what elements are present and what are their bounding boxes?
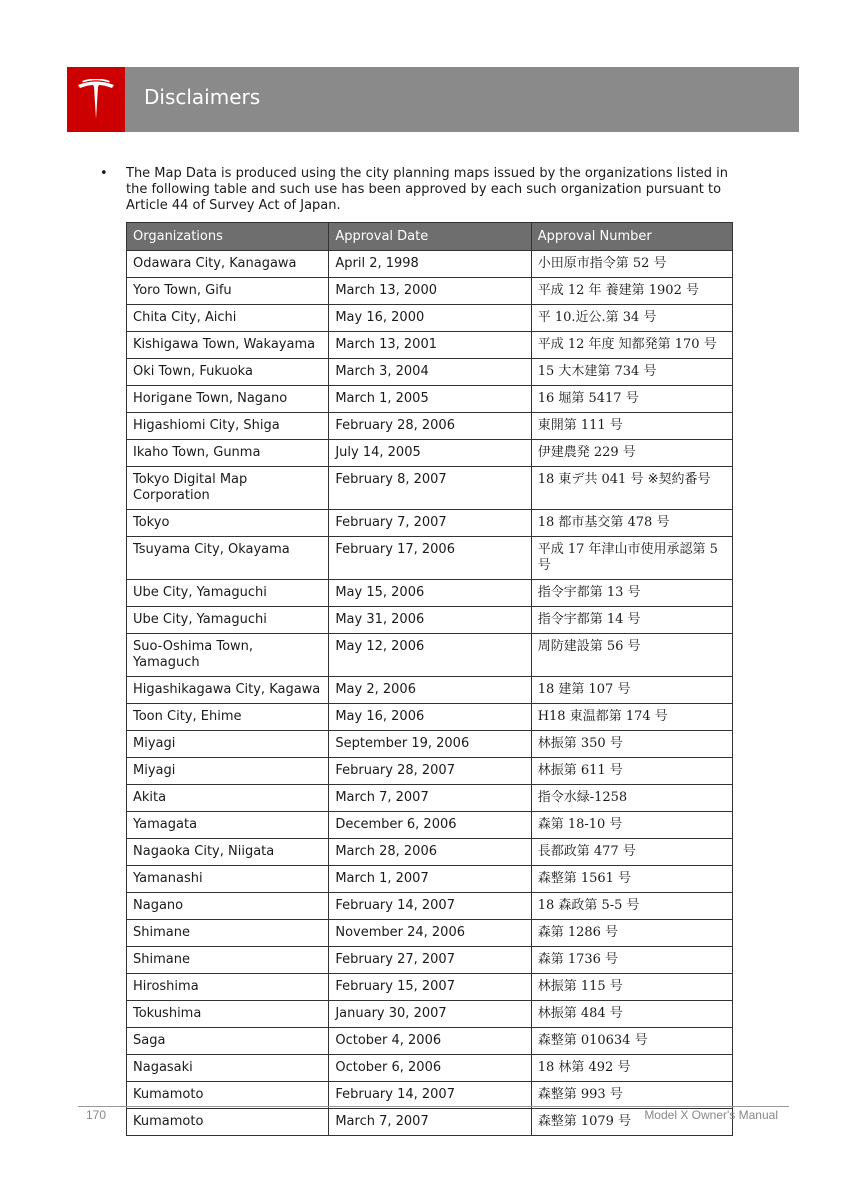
cell-organization: Kishigawa Town, Wakayama <box>127 332 329 359</box>
section-header <box>67 67 799 132</box>
cell-approval-number: 林振第 350 号 <box>531 731 732 758</box>
table-row <box>127 704 733 731</box>
cell-approval-number: 18 建第 107 号 <box>531 677 732 704</box>
table-row <box>127 893 733 920</box>
cell-approval-number: H18 東温都第 174 号 <box>531 704 732 731</box>
cell-approval-date: May 31, 2006 <box>329 607 531 634</box>
cell-approval-number: 伊建農発 229 号 <box>531 440 732 467</box>
cell-approval-date: January 30, 2007 <box>329 1001 531 1028</box>
cell-approval-date: March 3, 2004 <box>329 359 531 386</box>
cell-approval-date: July 14, 2005 <box>329 440 531 467</box>
table-row <box>127 305 733 332</box>
approvals-table <box>126 222 733 1136</box>
cell-organization: Horigane Town, Nagano <box>127 386 329 413</box>
cell-approval-date: April 2, 1998 <box>329 251 531 278</box>
table-row <box>127 731 733 758</box>
cell-organization: Miyagi <box>127 731 329 758</box>
cell-approval-number: 平成 17 年津山市使用承認第 5 号 <box>531 537 732 580</box>
cell-approval-number: 林振第 115 号 <box>531 974 732 1001</box>
table-row <box>127 785 733 812</box>
cell-approval-date: November 24, 2006 <box>329 920 531 947</box>
table-row <box>127 580 733 607</box>
cell-approval-date: October 4, 2006 <box>329 1028 531 1055</box>
cell-organization: Shimane <box>127 920 329 947</box>
table-row <box>127 440 733 467</box>
cell-approval-number: 指令宇都第 13 号 <box>531 580 732 607</box>
cell-organization: Tokyo Digital Map Corporation <box>127 467 329 510</box>
table-row <box>127 1082 733 1109</box>
header-organizations: Organizations <box>127 223 329 251</box>
table-row <box>127 607 733 634</box>
table-header-row <box>127 223 733 251</box>
cell-approval-date: October 6, 2006 <box>329 1055 531 1082</box>
cell-approval-number: 森第 1286 号 <box>531 920 732 947</box>
cell-organization: Suo-Oshima Town, Yamaguch <box>127 634 329 677</box>
cell-organization: Tokushima <box>127 1001 329 1028</box>
table-row <box>127 974 733 1001</box>
cell-approval-number: 長都政第 477 号 <box>531 839 732 866</box>
table-row <box>127 812 733 839</box>
cell-approval-date: March 7, 2007 <box>329 1109 531 1136</box>
cell-approval-date: May 16, 2006 <box>329 704 531 731</box>
table-row <box>127 510 733 537</box>
cell-organization: Yamanashi <box>127 866 329 893</box>
cell-organization: Higashikagawa City, Kagawa <box>127 677 329 704</box>
cell-organization: Tokyo <box>127 510 329 537</box>
cell-approval-date: February 17, 2006 <box>329 537 531 580</box>
table-row <box>127 332 733 359</box>
cell-approval-number: 東開第 111 号 <box>531 413 732 440</box>
cell-approval-date: February 28, 2006 <box>329 413 531 440</box>
cell-organization: Higashiomi City, Shiga <box>127 413 329 440</box>
table-row <box>127 386 733 413</box>
cell-organization: Yoro Town, Gifu <box>127 278 329 305</box>
cell-approval-number: 平 10.近公.第 34 号 <box>531 305 732 332</box>
cell-approval-date: February 14, 2007 <box>329 1082 531 1109</box>
cell-approval-number: 森整第 010634 号 <box>531 1028 732 1055</box>
table-row <box>127 1028 733 1055</box>
table-row <box>127 677 733 704</box>
page-title: Disclaimers <box>144 85 261 109</box>
cell-organization: Oki Town, Fukuoka <box>127 359 329 386</box>
table-row <box>127 1001 733 1028</box>
cell-organization: Ikaho Town, Gunma <box>127 440 329 467</box>
table-row <box>127 278 733 305</box>
cell-approval-date: March 7, 2007 <box>329 785 531 812</box>
page-number: 170 <box>86 1108 107 1122</box>
cell-approval-date: February 15, 2007 <box>329 974 531 1001</box>
cell-approval-date: March 1, 2007 <box>329 866 531 893</box>
cell-approval-date: December 6, 2006 <box>329 812 531 839</box>
cell-approval-date: February 27, 2007 <box>329 947 531 974</box>
table-row <box>127 1055 733 1082</box>
table-row <box>127 866 733 893</box>
cell-organization: Chita City, Aichi <box>127 305 329 332</box>
cell-approval-number: 小田原市指令第 52 号 <box>531 251 732 278</box>
tesla-logo-icon <box>76 79 116 121</box>
footer-divider <box>78 1106 789 1107</box>
cell-approval-number: 林振第 611 号 <box>531 758 732 785</box>
cell-approval-number: 周防建設第 56 号 <box>531 634 732 677</box>
table-body <box>127 251 733 1136</box>
table-row <box>127 359 733 386</box>
table-row <box>127 467 733 510</box>
cell-organization: Ube City, Yamaguchi <box>127 607 329 634</box>
cell-approval-date: May 15, 2006 <box>329 580 531 607</box>
cell-organization: Saga <box>127 1028 329 1055</box>
bullet-marker: • <box>100 166 108 181</box>
table-row <box>127 839 733 866</box>
cell-organization: Nagasaki <box>127 1055 329 1082</box>
cell-approval-number: 18 東デ共 041 号 ※契約番号 <box>531 467 732 510</box>
cell-organization: Kumamoto <box>127 1109 329 1136</box>
cell-approval-number: 18 森政第 5-5 号 <box>531 893 732 920</box>
cell-approval-date: May 2, 2006 <box>329 677 531 704</box>
manual-title: Model X Owner's Manual <box>644 1108 778 1122</box>
cell-organization: Nagaoka City, Niigata <box>127 839 329 866</box>
cell-approval-number: 平成 12 年度 知都発第 170 号 <box>531 332 732 359</box>
cell-approval-date: March 13, 2001 <box>329 332 531 359</box>
table-row <box>127 1109 733 1136</box>
table-row <box>127 758 733 785</box>
cell-approval-date: February 14, 2007 <box>329 893 531 920</box>
cell-approval-number: 18 都市基交第 478 号 <box>531 510 732 537</box>
cell-approval-date: March 28, 2006 <box>329 839 531 866</box>
cell-organization: Hiroshima <box>127 974 329 1001</box>
logo-container <box>67 67 125 132</box>
cell-approval-number: 森整第 1079 号 <box>531 1109 732 1136</box>
cell-organization: Odawara City, Kanagawa <box>127 251 329 278</box>
cell-approval-number: 15 大木建第 734 号 <box>531 359 732 386</box>
cell-approval-number: 森第 18-10 号 <box>531 812 732 839</box>
table-row <box>127 413 733 440</box>
cell-approval-number: 森整第 1561 号 <box>531 866 732 893</box>
cell-organization: Yamagata <box>127 812 329 839</box>
cell-organization: Tsuyama City, Okayama <box>127 537 329 580</box>
header-approval-number: Approval Number <box>531 223 732 251</box>
table-row <box>127 251 733 278</box>
cell-organization: Miyagi <box>127 758 329 785</box>
cell-organization: Nagano <box>127 893 329 920</box>
cell-organization: Kumamoto <box>127 1082 329 1109</box>
cell-organization: Ube City, Yamaguchi <box>127 580 329 607</box>
cell-approval-date: March 13, 2000 <box>329 278 531 305</box>
intro-paragraph <box>100 166 730 214</box>
cell-approval-number: 森第 1736 号 <box>531 947 732 974</box>
cell-approval-number: 16 堀第 5417 号 <box>531 386 732 413</box>
cell-organization: Akita <box>127 785 329 812</box>
cell-approval-number: 18 林第 492 号 <box>531 1055 732 1082</box>
cell-approval-date: February 8, 2007 <box>329 467 531 510</box>
cell-organization: Shimane <box>127 947 329 974</box>
cell-approval-date: March 1, 2005 <box>329 386 531 413</box>
table-row <box>127 634 733 677</box>
cell-approval-date: May 16, 2000 <box>329 305 531 332</box>
cell-approval-number: 平成 12 年 養建第 1902 号 <box>531 278 732 305</box>
cell-organization: Toon City, Ehime <box>127 704 329 731</box>
table-row <box>127 947 733 974</box>
cell-approval-date: February 7, 2007 <box>329 510 531 537</box>
cell-approval-date: May 12, 2006 <box>329 634 531 677</box>
cell-approval-number: 森整第 993 号 <box>531 1082 732 1109</box>
cell-approval-number: 指令宇都第 14 号 <box>531 607 732 634</box>
cell-approval-date: September 19, 2006 <box>329 731 531 758</box>
header-approval-date: Approval Date <box>329 223 531 251</box>
cell-approval-number: 指令水緑-1258 <box>531 785 732 812</box>
intro-text: The Map Data is produced using the city planning maps issued by the organizations listed in the following table and such use has been approved by each such organization pursuant to Article 44 of Survey Act of Japan. <box>126 166 728 213</box>
table-row <box>127 920 733 947</box>
cell-approval-date: February 28, 2007 <box>329 758 531 785</box>
cell-approval-number: 林振第 484 号 <box>531 1001 732 1028</box>
table-row <box>127 537 733 580</box>
